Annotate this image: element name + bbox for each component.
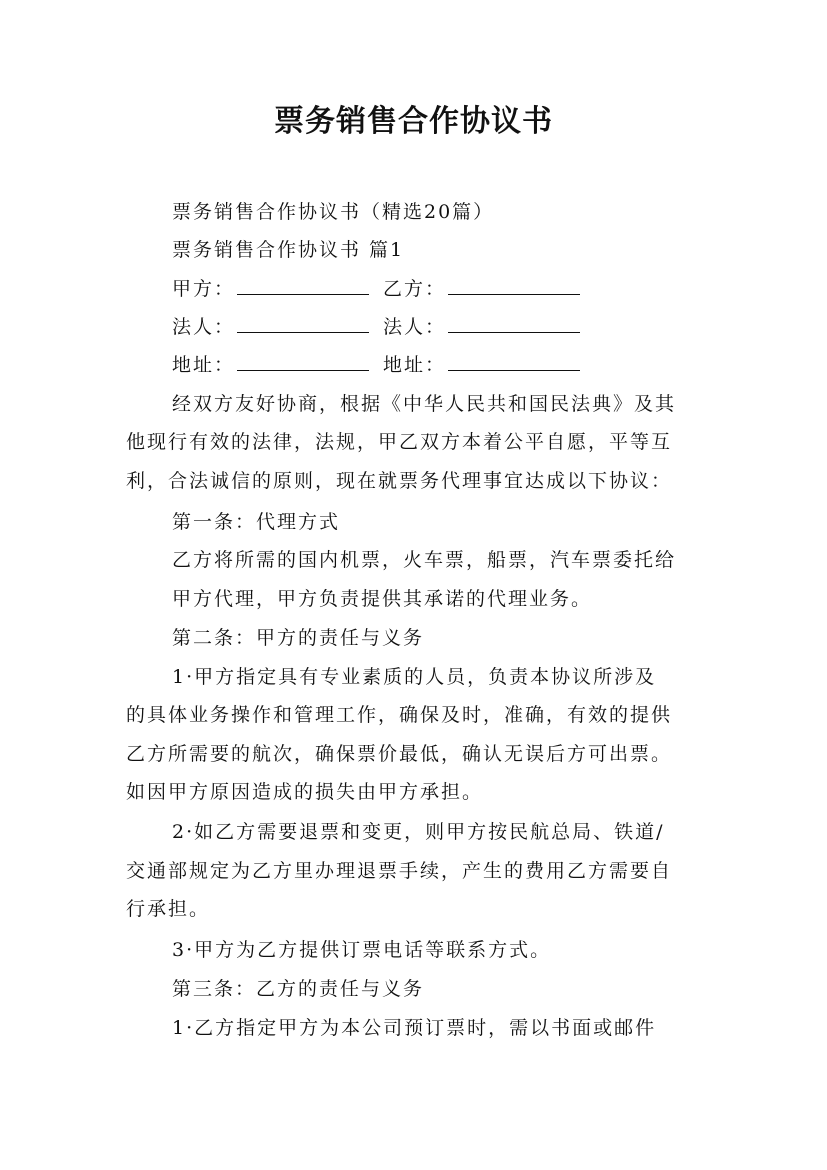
body-line: 的具体业务操作和管理工作，确保及时，准确，有效的提供: [126, 704, 673, 726]
party-b-label: 乙方：: [383, 278, 447, 300]
addr-b-label: 地址：: [383, 354, 447, 376]
legal-line: [172, 308, 762, 346]
article-heading: 第一条：代理方式: [172, 511, 341, 533]
body-line: 乙方所需要的航次，确保票价最低，确认无误后方可出票。: [126, 743, 673, 765]
legal-a-label: 法人：: [172, 316, 236, 338]
body-line: 2·如乙方需要退票和变更，则甲方按民航总局、铁道/: [172, 821, 665, 843]
section-heading: 票务销售合作协议书 篇1: [172, 239, 405, 261]
legal-b-label: 法人：: [383, 316, 447, 338]
addr-b-blank: [448, 348, 580, 371]
document-title: 票务销售合作协议书: [274, 104, 553, 139]
body-line: 如因甲方原因造成的损失由甲方承担。: [126, 781, 484, 803]
body-line: 交通部规定为乙方里办理退票手续，产生的费用乙方需要自: [126, 860, 673, 882]
body-line: 乙方将所需的国内机票，火车票，船票，汽车票委托给: [172, 549, 677, 571]
subtitle: 票务销售合作协议书（精选20篇）: [172, 201, 495, 223]
body-line: 他现行有效的法律，法规，甲乙双方本着公平自愿，平等互: [126, 431, 673, 453]
party-a-blank: [237, 272, 369, 295]
legal-b-blank: [448, 310, 580, 333]
address-line: [172, 346, 762, 384]
body-line: 行承担。: [126, 898, 211, 920]
body-line: 甲方代理，甲方负责提供其承诺的代理业务。: [172, 588, 593, 610]
addr-a-label: 地址：: [172, 354, 236, 376]
party-b-blank: [448, 272, 580, 295]
article-heading: 第三条：乙方的责任与义务: [172, 978, 425, 1000]
body-line: 1·乙方指定甲方为本公司预订票时，需以书面或邮件: [172, 1017, 657, 1039]
body-line: 3·甲方为乙方提供订票电话等联系方式。: [172, 939, 552, 961]
party-line: [172, 270, 762, 308]
body-line: 经双方友好协商，根据《中华人民共和国民法典》及其: [172, 393, 677, 415]
article-heading: 第二条：甲方的责任与义务: [172, 627, 425, 649]
addr-a-blank: [237, 348, 369, 371]
body-line: 1·甲方指定具有专业素质的人员，负责本协议所涉及: [172, 666, 657, 688]
legal-a-blank: [237, 310, 369, 333]
party-a-label: 甲方：: [172, 278, 236, 300]
body-line: 利，合法诚信的原则，现在就票务代理事宜达成以下协议：: [126, 470, 673, 492]
